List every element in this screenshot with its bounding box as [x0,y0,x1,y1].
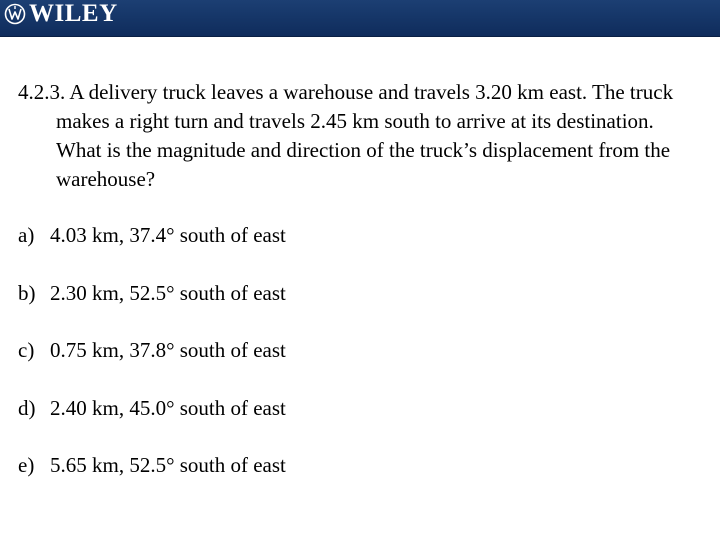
answer-letter: a) [18,223,35,247]
answer-option-c [18,336,698,365]
answer-option-b [18,279,698,308]
question-block [18,78,698,194]
answer-letter: b) [18,280,36,305]
answer-text: 4.03 km, 37.4° south of east [50,223,286,247]
answer-text: 5.65 km, 52.5° south of east [50,453,286,477]
answer-letter: d) [18,395,36,420]
answer-option-e [18,451,698,480]
brand-text: WILEY [29,0,118,27]
answer-text: 0.75 km, 37.8° south of east [50,338,286,362]
answer-text: 2.30 km, 52.5° south of east [50,280,286,305]
answer-option-a [18,221,698,250]
question-text: 4.2.3. A delivery truck leaves a warehouse and travels 3.20 km east. The truck makes a right turn and travels 2.45 km south to arrive at its destination. What is the magnitude and direction of the truck’s displacement from the warehouse? [18,80,674,191]
wiley-logo [4,1,118,27]
answer-letter: e) [18,453,35,477]
wiley-seal-icon [4,3,26,25]
answer-text: 2.40 km, 45.0° south of east [50,395,286,420]
answer-option-d [18,394,698,423]
header-bar [0,0,720,37]
answer-letter: c) [18,338,35,362]
answer-list [18,221,698,509]
